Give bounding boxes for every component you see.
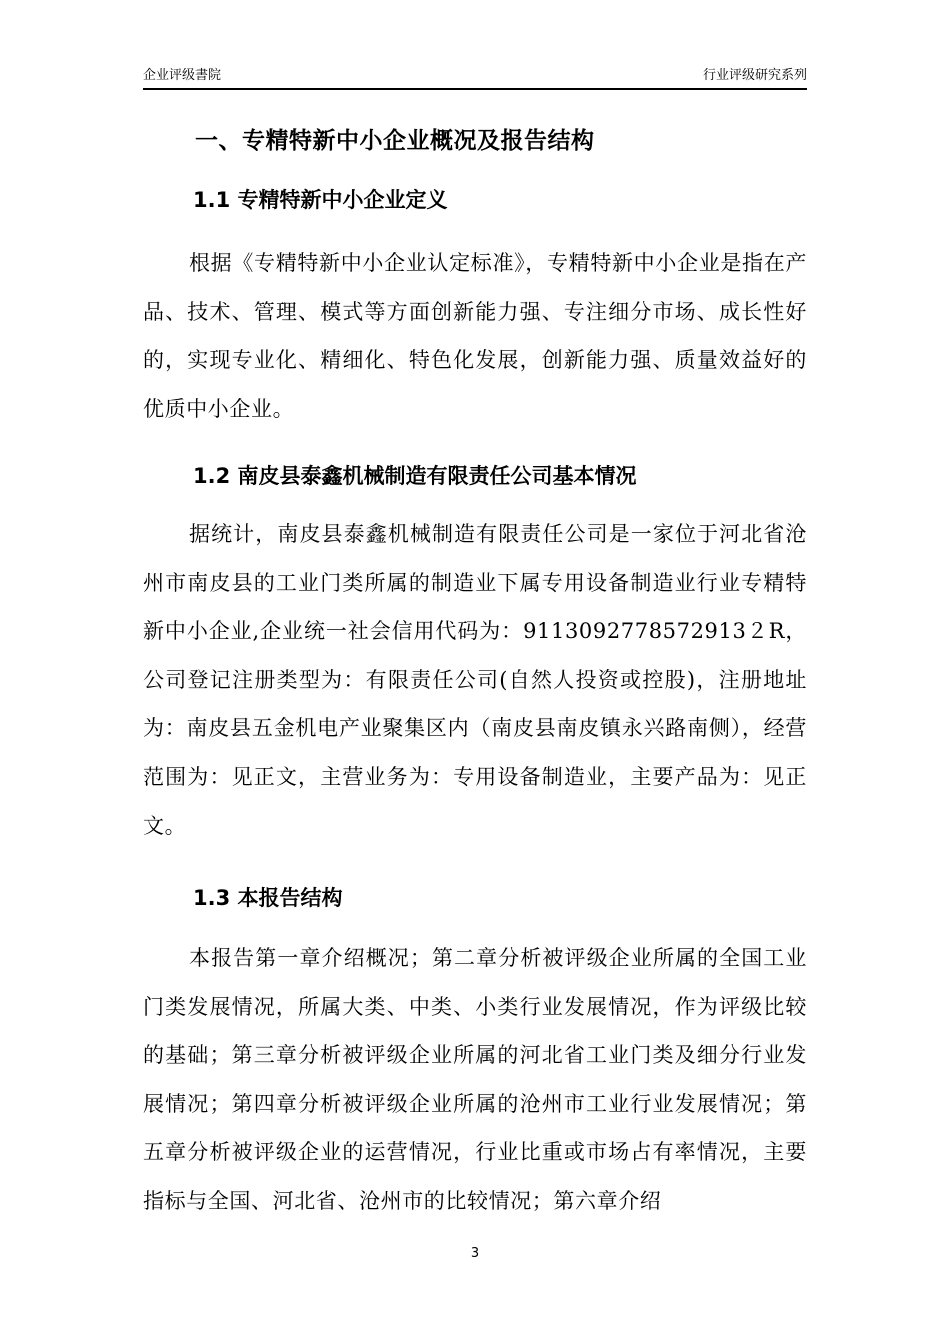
page-header <box>143 66 807 90</box>
chapter-title: 一、专精特新中小企业概况及报告结构 <box>195 128 595 154</box>
section-heading-1-3: 1.3 本报告结构 <box>193 886 343 910</box>
section-heading-1-2: 1.2 南皮县泰鑫机械制造有限责任公司基本情况 <box>193 464 637 488</box>
section-heading-1-1: 1.1 专精特新中小企业定义 <box>193 188 448 212</box>
section-paragraph-1-3: 本报告第一章介绍概况；第二章分析被评级企业所属的全国工业门类发展情况，所属大类、中类、小类行业发展情况，作为评级比较的基础；第三章分析被评级企业所属的河北省工业门类及细分行业发展情况；第四章分析被评级企业所属的沧州市工业行业发展情况；第五章分析被评级企业的运营情况，行业比重或市场占有率情况，主要指标与全国、河北省、沧州市的比较情况；第六章介绍 <box>143 946 807 1213</box>
section-paragraph-1-1: 根据《专精特新中小企业认定标准》，专精特新中小企业是指在产品、技术、管理、模式等方面创新能力强、专注细分市场、成长性好的，实现专业化、精细化、特色化发展，创新能力强、质量效益好的优质中小企业。 <box>143 251 807 421</box>
header-left-title: 企业评级書院 <box>143 68 222 83</box>
page-number: 3 <box>470 1246 480 1261</box>
section-paragraph-1-2: 据统计，南皮县泰鑫机械制造有限责任公司是一家位于河北省沧州市南皮县的工业门类所属的制造业下属专用设备制造业行业专精特新中小企业,企业统一社会信用代码为：9113092778572913２R，公司登记注册类型为：有限责任公司(自然人投资或控股)，注册地址为：南皮县五金机电产业聚集区内（南皮县南皮镇永兴路南侧），经营范围为：见正文，主营业务为：专用设备制造业，主要产品为：见正文。 <box>143 522 807 838</box>
header-right-title: 行业评级研究系列 <box>702 68 807 83</box>
